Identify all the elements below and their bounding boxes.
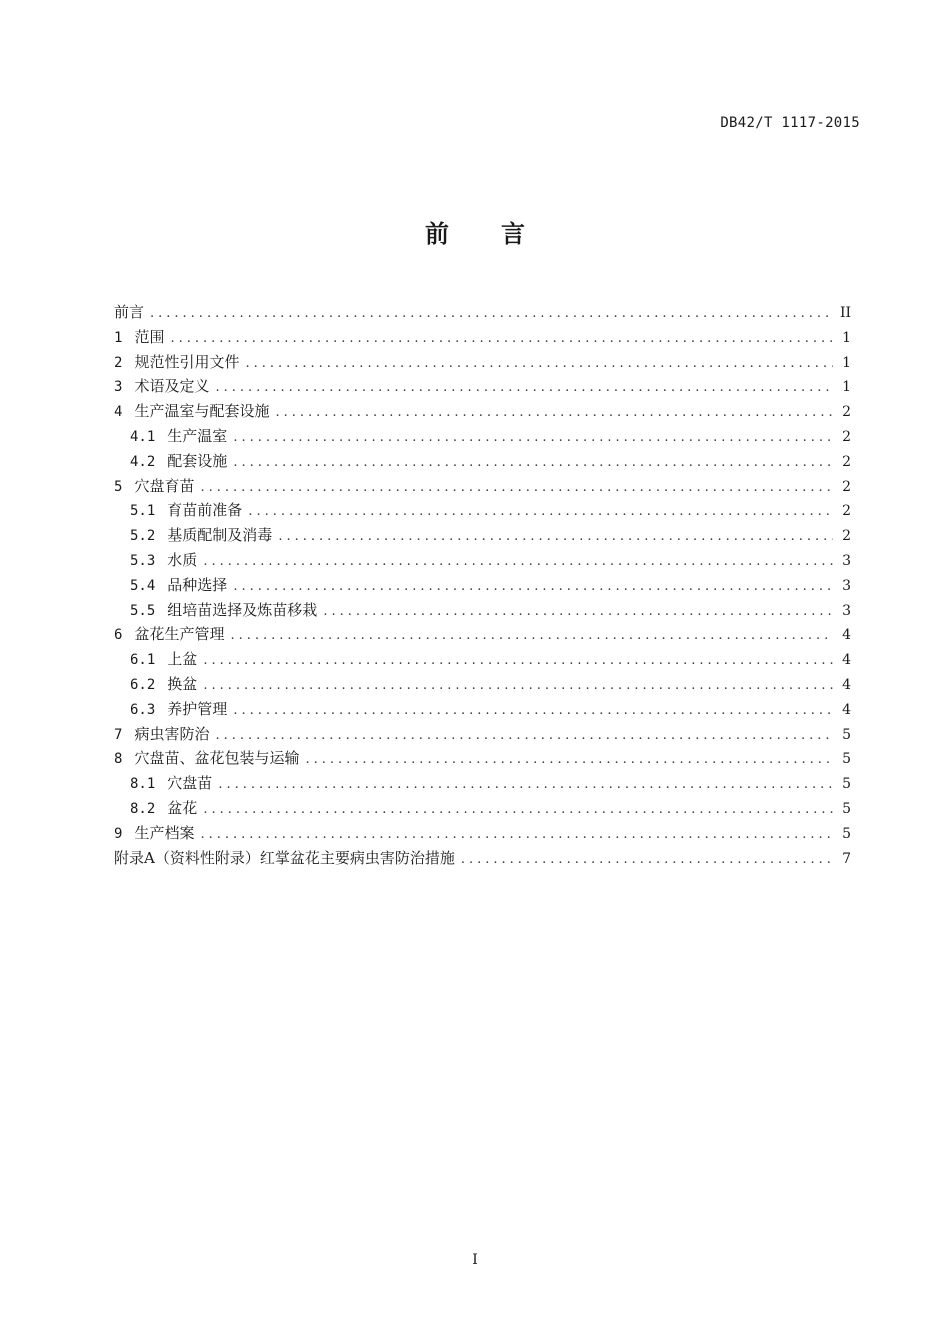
toc-entry-page: 2: [842, 478, 851, 495]
toc-entry-title: 盆花: [167, 798, 198, 817]
toc-entry-label: [114, 746, 299, 772]
toc-entry[interactable]: [114, 474, 851, 499]
toc-entry-title: 规范性引用文件: [134, 352, 240, 371]
toc-leader-dots: [233, 451, 833, 476]
toc-entry[interactable]: [114, 746, 851, 771]
toc-leader-dots: [233, 575, 833, 600]
toc-leader-dots: [323, 600, 833, 625]
toc-entry-page: 5: [842, 800, 851, 817]
toc-entry-title: 生产档案: [134, 823, 195, 842]
toc-entry-label: [114, 846, 455, 871]
toc-entry-label: [114, 821, 194, 847]
toc-entry-number: 3: [114, 379, 123, 396]
toc-entry-title: 上盆: [167, 650, 198, 669]
toc-entry-number: 8.2: [130, 800, 156, 817]
toc-entry-page: 4: [842, 652, 851, 669]
toc-leader-dots: [233, 699, 833, 724]
toc-entry[interactable]: [114, 846, 851, 871]
toc-entry-title: 前言: [114, 303, 145, 321]
toc-entry[interactable]: [114, 523, 851, 548]
toc-entry-number: 5.5: [130, 602, 156, 619]
toc-entry-label: [114, 523, 272, 549]
toc-entry[interactable]: [114, 449, 851, 474]
toc-entry-number: 5.1: [130, 503, 156, 520]
toc-entry-page: 1: [842, 354, 851, 371]
toc-leader-dots: [461, 848, 833, 873]
toc-entry-title: 育苗前准备: [167, 501, 243, 520]
page-title-char-2: 言: [501, 220, 525, 248]
toc-entry-page: 2: [842, 428, 851, 445]
toc-leader-dots: [305, 748, 833, 773]
toc-entry-label: [114, 573, 227, 599]
toc-entry-label: [114, 424, 227, 450]
toc-entry-page: 5: [842, 726, 851, 743]
toc-leader-dots: [278, 525, 833, 550]
toc-entry[interactable]: [114, 722, 851, 747]
toc-entry-label: [114, 474, 194, 500]
toc-leader-dots: [150, 302, 833, 327]
toc-entry-page: 3: [842, 552, 851, 569]
toc-entry-page: 5: [842, 751, 851, 768]
toc-entry-number: 1: [114, 329, 123, 346]
toc-entry-title: 穴盘苗、盆花包装与运输: [134, 749, 300, 768]
toc-entry[interactable]: [114, 374, 851, 399]
toc-entry-label: [114, 672, 197, 698]
toc-entry-label: [114, 722, 209, 748]
toc-entry[interactable]: [114, 548, 851, 573]
toc-entry-page: 4: [842, 627, 851, 644]
toc-entry-title: 穴盘苗: [167, 774, 213, 793]
toc-entry-label: [114, 598, 317, 624]
toc-entry-page: 2: [842, 528, 851, 545]
toc-entry-page: 3: [842, 577, 851, 594]
toc-entry-label: [114, 399, 269, 425]
toc-entry[interactable]: [114, 796, 851, 821]
toc-entry-page: 4: [842, 676, 851, 693]
page-number: I: [472, 1252, 478, 1268]
toc-leader-dots: [275, 401, 833, 426]
toc-entry-number: 4.2: [130, 453, 156, 470]
toc-entry-page: 7: [842, 850, 851, 867]
toc-leader-dots: [215, 376, 833, 401]
toc-entry-page: 2: [842, 453, 851, 470]
toc-entry-label: [114, 300, 144, 325]
toc-entry[interactable]: [114, 399, 851, 424]
toc-entry-title: 病虫害防治: [134, 724, 210, 743]
toc-entry-number: 6.2: [130, 676, 156, 693]
toc-leader-dots: [218, 773, 833, 798]
toc-entry-page: 5: [842, 825, 851, 842]
toc-entry-title: 术语及定义: [134, 377, 210, 396]
toc-leader-dots: [233, 426, 833, 451]
toc-leader-dots: [203, 649, 833, 674]
toc-leader-dots: [200, 476, 833, 501]
toc-entry-title: 生产温室与配套设施: [134, 402, 270, 421]
page-title-char-1: 前: [425, 220, 449, 248]
toc-entry-label: [114, 771, 212, 797]
toc-entry-label: [114, 697, 227, 723]
toc-entry-label: [114, 647, 197, 673]
toc-entry-page: 4: [842, 701, 851, 718]
toc-entry-label: [114, 498, 242, 524]
toc-leader-dots: [248, 500, 833, 525]
toc-entry-title: 水质: [167, 550, 198, 569]
toc-entry-page: 1: [842, 379, 851, 396]
toc-entry-title: 范围: [134, 327, 165, 346]
toc-entry-number: 6.1: [130, 652, 156, 669]
toc-entry-number: 6: [114, 627, 123, 644]
toc-entry-title: 基质配制及消毒: [167, 526, 273, 545]
toc-entry-label: [114, 374, 209, 400]
toc-entry-number: 9: [114, 825, 123, 842]
toc-entry-title: 穴盘育苗: [134, 476, 195, 495]
toc-entry[interactable]: [114, 498, 851, 523]
toc-entry-page: 2: [842, 404, 851, 421]
toc-leader-dots: [203, 550, 833, 575]
toc-entry-number: 5: [114, 478, 123, 495]
toc-entry[interactable]: [114, 622, 851, 647]
toc-leader-dots: [170, 327, 833, 352]
table-of-contents: [114, 300, 851, 870]
toc-entry-title: 养护管理: [167, 699, 228, 718]
toc-entry-label: [114, 449, 227, 475]
toc-entry-title: 附录A（资料性附录）红掌盆花主要病虫害防治措施: [114, 848, 455, 867]
toc-entry[interactable]: [114, 350, 851, 375]
toc-entry-page: II: [839, 305, 851, 321]
toc-entry[interactable]: [114, 672, 851, 697]
toc-entry-number: 8.1: [130, 776, 156, 793]
toc-entry-label: [114, 622, 224, 648]
toc-entry-number: 6.3: [130, 701, 156, 718]
toc-entry[interactable]: [114, 300, 851, 325]
document-code: DB42/T 1117-2015: [720, 115, 860, 131]
toc-entry[interactable]: [114, 598, 851, 623]
toc-entry[interactable]: [114, 424, 851, 449]
toc-entry[interactable]: [114, 821, 851, 846]
toc-leader-dots: [203, 674, 833, 699]
toc-entry-title: 换盆: [167, 674, 198, 693]
toc-entry-page: 5: [842, 776, 851, 793]
toc-leader-dots: [200, 823, 833, 848]
toc-entry-number: 8: [114, 751, 123, 768]
toc-entry[interactable]: [114, 325, 851, 350]
toc-entry-number: 5.2: [130, 528, 156, 545]
toc-entry-number: 2: [114, 354, 123, 371]
toc-entry-page: 3: [842, 602, 851, 619]
toc-entry-page: 2: [842, 503, 851, 520]
toc-entry[interactable]: [114, 771, 851, 796]
toc-entry-title: 配套设施: [167, 451, 228, 470]
toc-entry[interactable]: [114, 647, 851, 672]
toc-entry-number: 4.1: [130, 428, 156, 445]
toc-entry-title: 品种选择: [167, 575, 228, 594]
toc-entry-label: [114, 350, 239, 376]
toc-leader-dots: [230, 624, 833, 649]
toc-entry-label: [114, 325, 164, 351]
toc-entry[interactable]: [114, 697, 851, 722]
toc-entry-title: 盆花生产管理: [134, 625, 225, 644]
toc-leader-dots: [215, 724, 833, 749]
toc-entry-label: [114, 548, 197, 574]
toc-leader-dots: [245, 352, 833, 377]
toc-entry-number: 5.4: [130, 577, 156, 594]
toc-entry-page: 1: [842, 329, 851, 346]
toc-entry-title: 生产温室: [167, 426, 228, 445]
toc-entry-label: [114, 796, 197, 822]
toc-entry-number: 4: [114, 404, 123, 421]
toc-entry[interactable]: [114, 573, 851, 598]
page-title: [0, 214, 950, 249]
toc-leader-dots: [203, 798, 833, 823]
toc-entry-number: 7: [114, 726, 123, 743]
toc-entry-number: 5.3: [130, 552, 156, 569]
toc-entry-title: 组培苗选择及炼苗移栽: [167, 600, 318, 619]
